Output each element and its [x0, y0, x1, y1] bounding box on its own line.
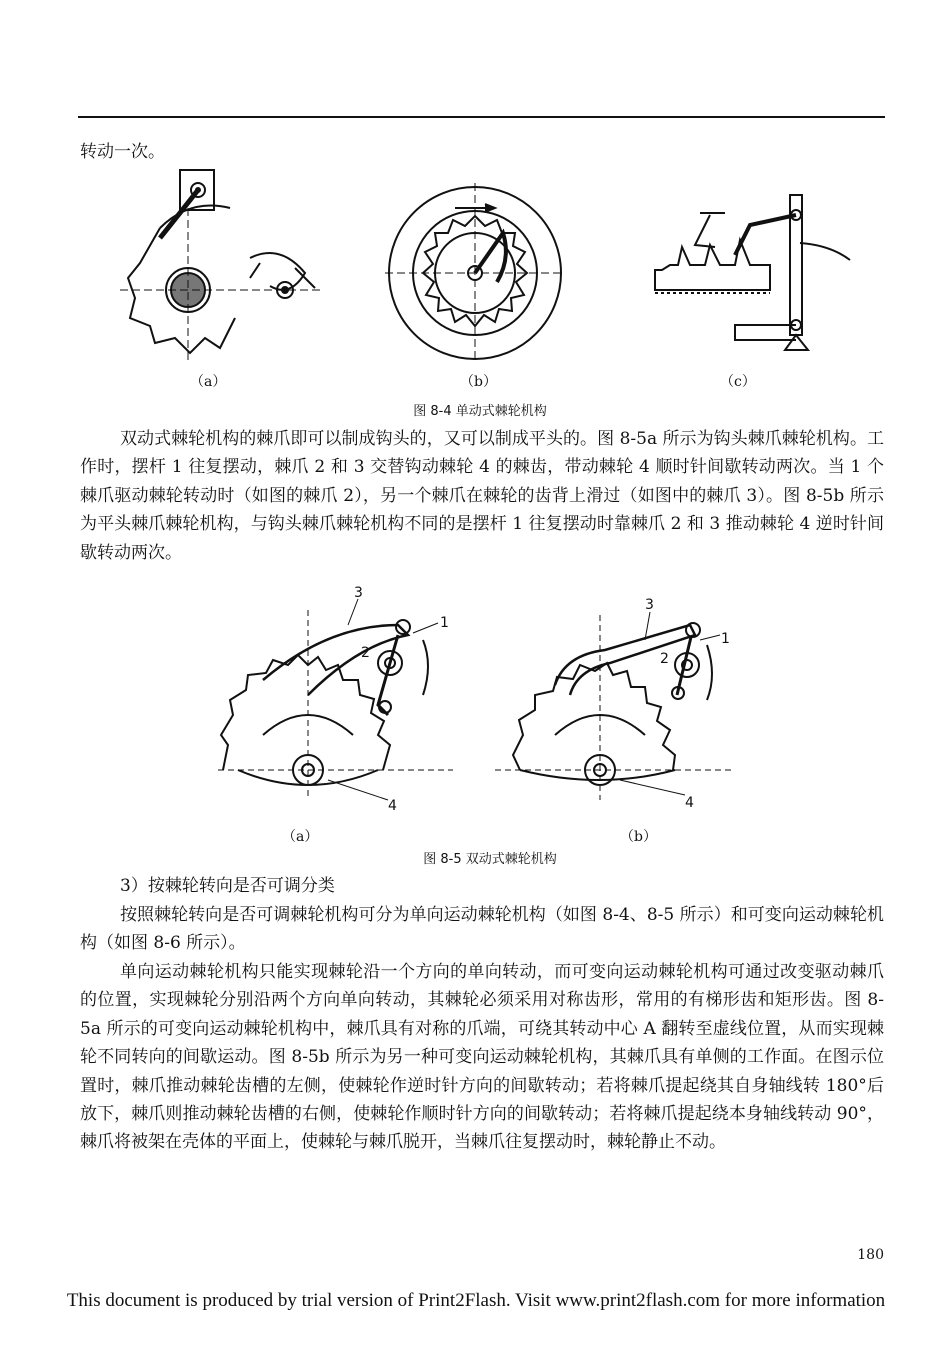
fig-8-5b-label-3: 3	[645, 597, 654, 613]
fig-8-5a-label-1: 1	[440, 615, 449, 631]
paragraph-3: 单向运动棘轮机构只能实现棘轮沿一个方向的单向转动，而可变向运动棘轮机构可通过改变驱动棘爪的位置，实现棘轮分别沿两个方向单向转动，其棘轮必须采用对称齿形，常用的有梯形齿和矩形齿。图 8-5a 所示的可变向运动棘轮机构中，棘爪具有对称的爪端，可绕其转动中心 A 翻转至虚线位置，从而实现棘轮不同转向的间歇运动。图 8-5b 所示为另一种可变向运动棘轮机构，其棘爪具有单侧的工作面。在图示位置时，棘爪推动棘轮齿槽的左侧，使棘轮作逆时针方向的间歇转动；若将棘爪提起绕其自身轴线转 180°后放下，棘爪则推动棘轮齿槽的右侧，使棘轮作顺时针方向的间歇转动；若将棘爪提起绕本身轴线转动 90°，棘爪将被架在壳体的平面上，使棘轮与棘爪脱开，当棘爪往复摆动时，棘轮静止不动。	[80, 962, 884, 1153]
trial-notice: This document is produced by trial version of Print2Flash. Visit www.print2flash.com for more information	[66, 1290, 886, 1311]
fig-8-4-sub-a: （a）	[190, 374, 227, 390]
paragraph-1: 双动式棘轮机构的棘爪即可以制成钩头的，又可以制成平头的。图 8-5a 所示为钩头棘爪棘轮机构。工作时，摆杆 1 往复摆动，棘爪 2 和 3 交替钩动棘轮 4 的棘齿，带动棘轮 4 顺时针间歇转动两次。当 1 个棘爪驱动棘轮转动时（如图的棘爪 2），另一个棘爪在棘轮的齿背上滑过（如图中的棘爪 3）。图 8-5b 所示为平头棘爪棘轮机构，与钩头棘爪棘轮机构不同的是摆杆 1 往复摆动时靠棘爪 2 和 3 推动棘轮 4 逆时针间歇转动两次。	[80, 429, 884, 563]
fig-8-4-sub-c: （c）	[720, 374, 756, 390]
figure-8-4b-drawing	[385, 178, 565, 368]
fig-8-5b-label-1: 1	[721, 631, 730, 647]
figure-8-4c-drawing	[640, 185, 855, 365]
fig-8-5-caption: 图 8-5 双动式棘轮机构	[423, 852, 557, 867]
page-number: 180	[857, 1247, 884, 1263]
figure-8-5b-drawing	[495, 595, 740, 815]
fig-8-5a-label-3: 3	[354, 585, 363, 601]
fig-8-5b-label-4: 4	[685, 795, 694, 811]
fig-8-4-sub-b: （b）	[460, 374, 497, 390]
figure-8-4a-drawing	[120, 168, 330, 368]
fig-8-4-caption: 图 8-4 单动式棘轮机构	[413, 404, 547, 419]
fig-8-5a-label-4: 4	[388, 798, 397, 814]
fig-8-5a-label-2: 2	[361, 645, 370, 661]
figure-8-5a-drawing	[218, 585, 458, 815]
paragraph-2: 按照棘轮转向是否可调棘轮机构可分为单向运动棘轮机构（如图 8-4、8-5 所示）和可变向运动棘轮机构（如图 8-6 所示）。	[80, 905, 884, 954]
fig-8-5-sub-a: （a）	[282, 829, 319, 845]
fig-8-5b-label-2: 2	[660, 651, 669, 667]
section-heading-3: 3）按棘轮转向是否可调分类	[120, 876, 335, 896]
top-text: 转动一次。	[80, 142, 165, 162]
header-rule	[78, 116, 885, 118]
fig-8-5-sub-b: （b）	[620, 829, 657, 845]
